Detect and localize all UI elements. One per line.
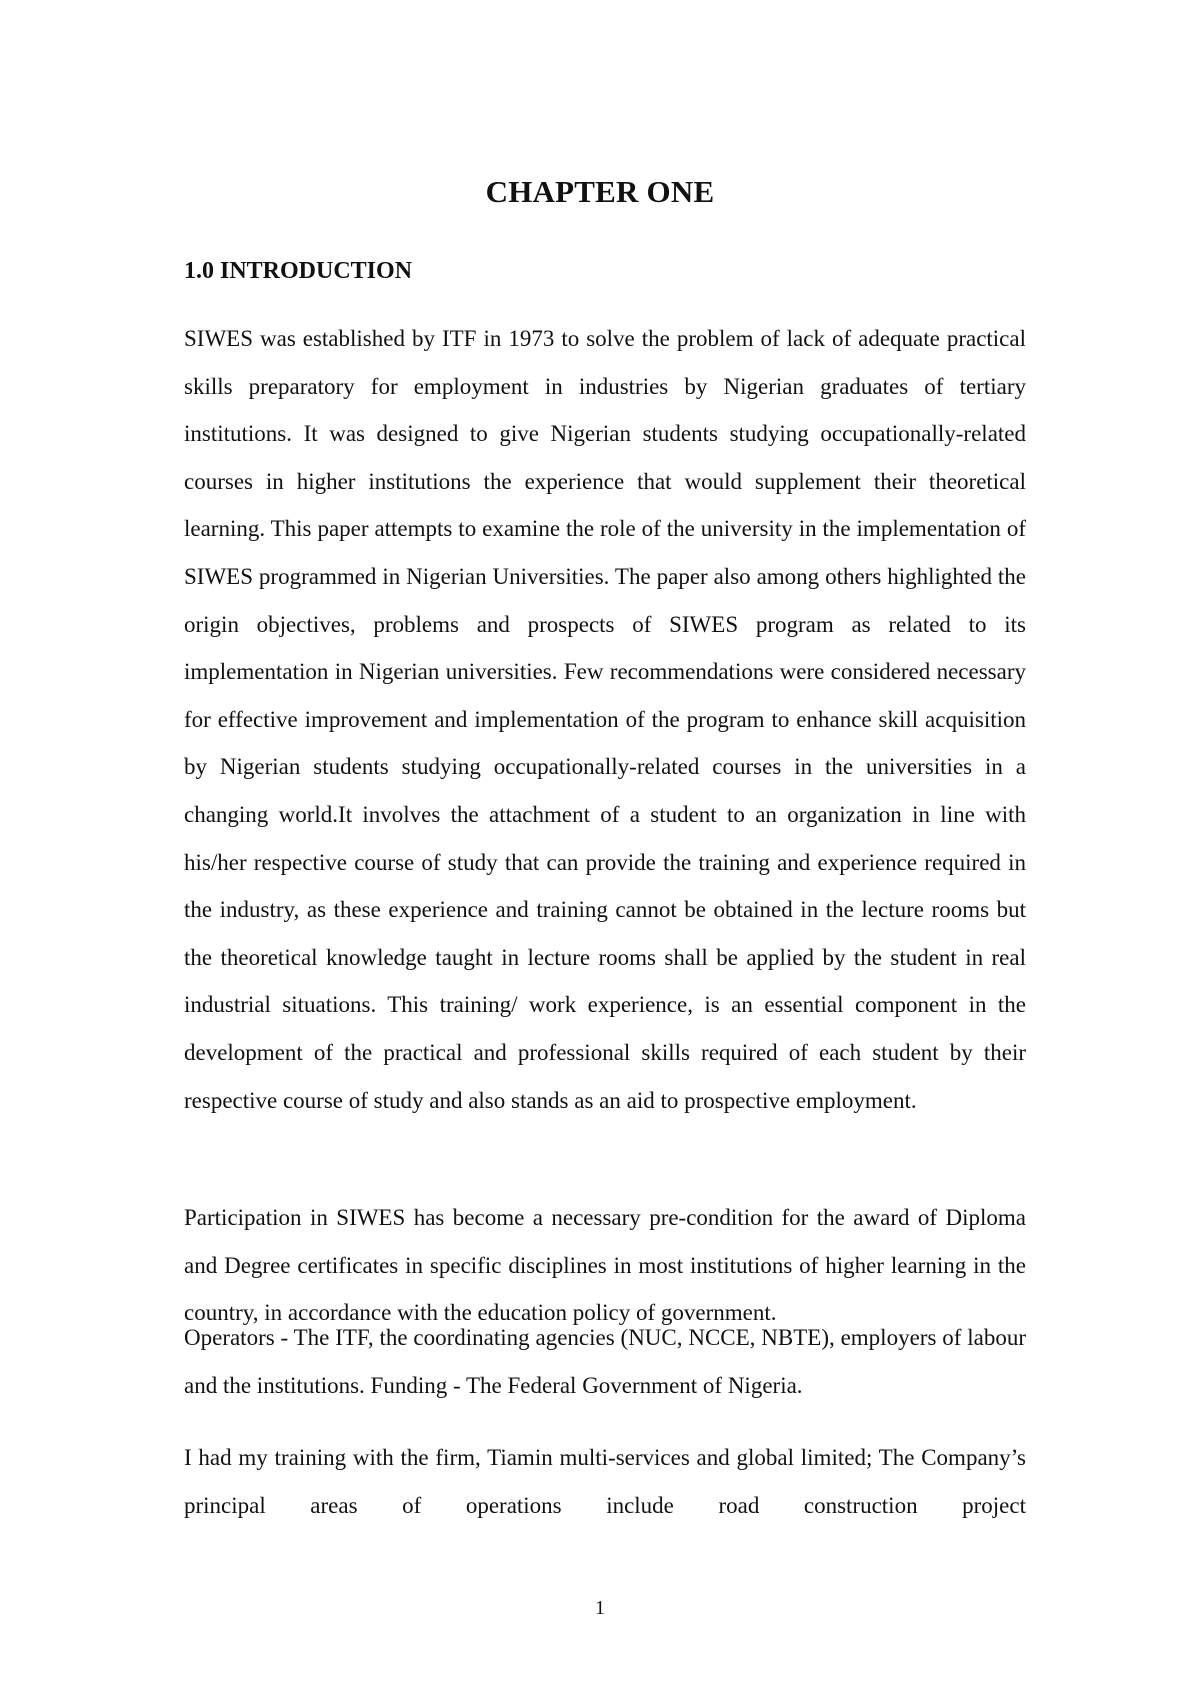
paragraph-text: Operators - The ITF, the coordinating agencies (NUC, NCCE, NBTE), employers of labour and the institutions. Funding - The Federal Government of Nigeria. [184,1325,1026,1398]
page-number: 1 [595,1597,605,1619]
section-heading: 1.0 INTRODUCTION [184,258,413,284]
paragraph-training-firm [184,1434,1026,1529]
paragraph-text: I had my training with the firm, Tiamin multi-services and global limited; The Company’s principal areas of operations include road construction project [184,1445,1026,1518]
paragraph-text: Participation in SIWES has become a necessary pre-condition for the award of Diploma and Degree certificates in specific disciplines in most institutions of higher learning in the country, in accordance with the education policy of government. [184,1205,1026,1326]
paragraph-operators [184,1314,1026,1409]
chapter-title: CHAPTER ONE [485,174,715,209]
paragraph-text: SIWES was established by ITF in 1973 to solve the problem of lack of adequate practical skills preparatory for employment in industries by Nigerian graduates of tertiary institutions. It was designed to give Nigerian students studying occupationally-related courses in higher institutions the experience that would supplement their theoretical learning. This paper attempts to examine the role of the university in the implementation of SIWES programmed in Nigerian Universities. The paper also among others highlighted the origin objectives, problems and prospects of SIWES program as related to its implementation in Nigerian universities. Few recommendations were considered necessary for effective improvement and implementation of the program to enhance skill acquisition by Nigerian students studying occupationally-related courses in the universities in a changing world.It involves the attachment of a student to an organization in line with his/her respective course of study that can provide the training and experience required in the industry, as these experience and training cannot be obtained in the lecture rooms but the theoretical knowledge taught in lecture rooms shall be applied by the student in real industrial situations. This training/ work experience, is an essential component in the development of the practical and professional skills required of each student by their respective course of study and also stands as an aid to prospective employment. [184,326,1026,1113]
paragraph-siwes-overview [184,315,1026,1124]
